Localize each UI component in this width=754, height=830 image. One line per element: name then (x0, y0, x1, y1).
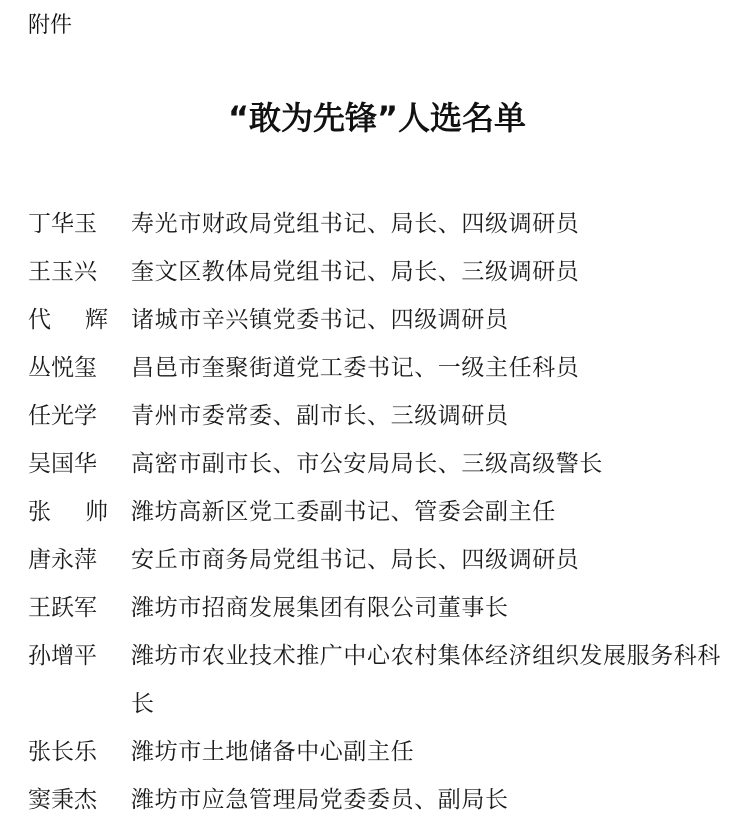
list-item (28, 392, 738, 440)
candidate-name-surname: 代 (28, 307, 51, 333)
candidate-position: 潍坊市农业技术推广中心农村集体经济组织发展服务科科长 (131, 643, 721, 717)
candidate-name: 丁华玉 (28, 211, 97, 237)
list-item (28, 536, 738, 584)
candidate-name (28, 488, 131, 536)
candidate-name-given: 辉 (85, 307, 108, 333)
candidate-name: 窦秉杰 (28, 787, 97, 813)
candidate-name: 王玉兴 (28, 259, 97, 285)
candidate-name: 任光学 (28, 403, 97, 429)
list-item (28, 632, 738, 728)
candidate-position: 潍坊高新区党工委副书记、管委会副主任 (131, 499, 556, 525)
list-item (28, 440, 738, 488)
candidate-position: 潍坊市应急管理局党委委员、副局长 (131, 787, 509, 813)
attachment-label: 附件 (28, 13, 73, 38)
candidate-name (28, 296, 131, 344)
candidate-list (28, 200, 738, 824)
candidate-name: 王跃军 (28, 595, 97, 621)
candidate-position: 寿光市财政局党组书记、局长、四级调研员 (131, 211, 580, 237)
candidate-name: 张长乐 (28, 739, 97, 765)
list-item (28, 296, 738, 344)
candidate-position: 奎文区教体局党组书记、局长、三级调研员 (131, 259, 580, 285)
document-title: “敢为先锋”人选名单 (227, 99, 527, 137)
candidate-position: 高密市副市长、市公安局局长、三级高级警长 (131, 451, 603, 477)
list-item (28, 776, 738, 824)
candidate-name-given: 帅 (85, 499, 108, 525)
candidate-position: 安丘市商务局党组书记、局长、四级调研员 (131, 547, 580, 573)
candidate-name: 唐永萍 (28, 547, 97, 573)
candidate-position: 潍坊市土地储备中心副主任 (131, 739, 415, 765)
list-item (28, 488, 738, 536)
candidate-name: 孙增平 (28, 643, 97, 669)
candidate-position: 潍坊市招商发展集团有限公司董事长 (131, 595, 509, 621)
candidate-position: 昌邑市奎聚街道党工委书记、一级主任科员 (131, 355, 580, 381)
candidate-position: 青州市委常委、副市长、三级调研员 (131, 403, 509, 429)
candidate-position: 诸城市辛兴镇党委书记、四级调研员 (131, 307, 509, 333)
list-item (28, 344, 738, 392)
candidate-name-surname: 张 (28, 499, 51, 525)
list-item (28, 248, 738, 296)
list-item (28, 584, 738, 632)
list-item (28, 200, 738, 248)
list-item (28, 728, 738, 776)
candidate-name: 吴国华 (28, 451, 97, 477)
candidate-name: 丛悦玺 (28, 355, 97, 381)
